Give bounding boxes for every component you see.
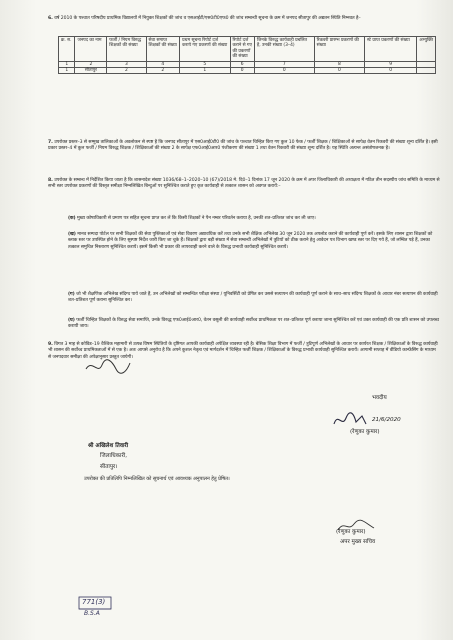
paragraph-number: 8. — [48, 178, 53, 183]
recipient-place: सीतापुर। — [100, 464, 118, 470]
office-stamp — [78, 596, 112, 620]
list-item-text: मानव सम्पदा पोर्टल पर सभी शिक्षकों की सेवा पुस्तिकाओं एवं सेवा विवरण अद्यावधिक करें तथा उनके सभी शैक्षिक अभिलेख 30 जून 2020 तक अपलोड कराने की कार्यवाही पूर्ण करें। इसके लिए शासन द्वारा शिक्षकों को ब्लाक स्तर पर उपस्थित होने के लिए सुस्पष्ट निर्देश जारी किए जा चुके हैं। शिक्षकों द्वारा बड़ी संख्या में सेवा सम्बन्धी अभिलेखों में त्रुटियों को ठीक कराने हेतु आवेदन पत्र विभाग खण्ड स्तर पर दिए गये हैं, जो लम्बित पड़े हैं, उनका तत्काल समुचित निस्तारण सुनिश्चित करायें। इसमें किसी भी प्रकार की लापरवाही करने वाले के विरुद्ध प्रभावी कार्यवाही सुनिश्चित करायें। — [68, 232, 433, 250]
table-row — [59, 68, 436, 74]
table-header-cell: सेवा समाप्त शिक्षकों की संख्या — [146, 37, 180, 62]
paragraph-text: उपरोक्त के सम्बन्ध में निर्देशित किया जाता है कि शासनादेश संख्या 1036/68–1–2020–10 (67)/2018 मे. दि0–1 दिनांक 17 जून 2020 के क्रम में अपर जिलाधिकारी की अध्यक्षता में गठित तीन सदस्यीय जांच समिति के माध्यम से सभी स्तर उपरोक्त प्रकरणों की विस्तृत समीक्षा निम्नलिखित बिन्दुओं पर सुनिश्चित कराते हुए कृत कार्यवाही से तत्काल शासन को अवगत करायें:– — [48, 178, 440, 190]
table-header-cell: अभ्युक्ति — [417, 37, 436, 62]
handwritten-initials — [84, 355, 132, 382]
paragraph-number: 6. — [48, 16, 53, 21]
table-cell: 0 — [230, 68, 254, 74]
table-cell: 0 — [365, 68, 417, 74]
table-cell: सीतापुर — [75, 68, 107, 74]
table-header-cell: फर्जी / नियम विरुद्ध शिक्षकों की संख्या — [107, 37, 146, 62]
signatory-block-title: अपर मुख्य सचिव — [340, 539, 376, 545]
table-header-cell: जनपद का नाम — [75, 37, 107, 62]
table-header-cell: जिनके विरुद्ध कार्यवाही प्रचलित है, उनकी संख्या (3–4) — [254, 37, 314, 62]
list-item — [68, 292, 440, 305]
table-cell: 7 — [254, 61, 314, 67]
table-cell: 6 — [230, 61, 254, 67]
table-cell: 1 — [180, 68, 230, 74]
list-item-label: (घ) — [68, 318, 75, 323]
list-item-label: (ग) — [68, 292, 75, 297]
recipient-designation: जिलाधिकारी, — [100, 453, 127, 459]
table-cell: 2 — [107, 68, 146, 74]
recipient-name: श्री अखिलेश तिवारी — [88, 443, 129, 449]
list-item-label: (ख) — [68, 232, 76, 237]
list-item-label: (क) — [68, 216, 76, 221]
paragraph-6 — [48, 16, 440, 22]
table-cell: 8 — [314, 61, 364, 67]
signatory-block-name: (रेणुका कुमार) — [336, 529, 366, 535]
table-cell: 5 — [180, 61, 230, 67]
list-item-text: जो भी शैक्षणिक अभिलेख संदिग्ध पाये जाते हैं, उन अभिलेखों को सम्बन्धित परीक्षा संस्था / यूनिवर्सिटी को प्रेषित कर उससे सत्यापन की कार्यवाही पूर्ण कराने के साथ–साथ संदिग्ध शिक्षकों के आधार नंबर सत्यापन की कार्यवाही शत–प्रतिशत पूर्ण कराना सुनिश्चित कर। — [68, 292, 438, 304]
paragraph-7 — [48, 140, 440, 153]
table-cell: 1 — [59, 61, 75, 67]
list-item — [68, 216, 440, 222]
paragraph-text: उपरोक्त प्रस्तर–3 से सम्मुख तालिकाओं के अवलोकन से स्पष्ट है कि जनपद सीतापुर में एस0आई0टी0 की जांच के पश्चात चिन्हित किए गए कुल 10 फेक / फर्जी शिक्षक / शिक्षिकाओं से सापेक्ष वेतन रिकवरी की संख्या शून्य दर्शित है। इसी प्रकार प्रस्तर–4 में कुल फर्जी / नियम विरुद्ध शिक्षक / शिक्षिकाओं की संख्या 2 के सापेक्ष एफ0आई0आर0 पंजीकरण की संख्या 1 तथा वेतन रिकवरी की संख्या शून्य दर्शित है। यह स्थिति अत्यन्त असंतोषजनक है। — [48, 140, 438, 152]
table-header-cell: रिपोर्ट दर्ज कराने से गए की प्रकरणों की संख्या — [230, 37, 254, 62]
status-table — [58, 36, 436, 74]
paragraph-text: विगत 3 माह से कोविड–19 वैश्विक महामारी से उत्पन्न विषम स्थितियों के दृष्टिगत आपकी कार्यवाही अपेक्षित व्यवस्था रही है। बेसिक शिक्षा विभाग में फर्जी / त्रुटिपूर्ण अभिलेखों के आधार पर कार्यरत शिक्षक / शिक्षिकाओं के विरुद्ध कार्यवाही भी शासन की सर्वोच्च प्राथमिकताओं में से एक है। अतः आपसे अनुरोध है कि अपने कुशल नेतृत्व एवं मार्गदर्शन में चिन्हित फर्जी शिक्षक / शिक्षिकाओं के विरुद्ध प्रभावी कार्यवाही सुनिश्चित करायें। आगामी सप्ताह में वीडियो कान्फ्रेंसिंग के माध्यम से जनपदवार समीक्षा की अपेक्षानुसार प्रस्तुत जायेगी। — [48, 342, 438, 360]
table-header-cell: प्रथम सूचना रिपोर्ट दर्ज कराये गए प्रकरणों की संख्या — [180, 37, 230, 62]
signature-date: 21/6/2020 — [372, 417, 401, 423]
table-cell: 4 — [146, 61, 180, 67]
table-header-cell: क्र. स. — [59, 37, 75, 62]
list-item-text: मुख्य कोषाधिकारी से प्रमाण पत्र सहित सूचना प्राप्त कर लें कि किसी शिक्षकों ने पैन नम्बर परिवर्तन कराया है, उनकी शत–प्रतिशत जांच कर ली जाए। — [77, 216, 316, 221]
paragraph-number: 9. — [48, 342, 53, 347]
paragraph-text: वर्ष 2010 के पश्चात परिषदीय प्राथमिक विद्यालयों में नियुक्त शिक्षकों की जांच व एसआईटी/एस0टी0एफ0 की जांच सम्बन्धी सूचना के क्रम में जनपद सीतापुर की अद्यतन स्थिति निम्नवत है– — [54, 16, 361, 21]
table-cell: 2 — [75, 61, 107, 67]
signatory-name: (रेणुका कुमार) — [350, 429, 380, 435]
table-cell — [417, 68, 436, 74]
list-item — [68, 318, 440, 331]
signature-scribble — [332, 410, 372, 430]
paragraph-8 — [48, 178, 440, 191]
stamp-office: B.S.A — [84, 610, 100, 617]
stamp-number: 771(3) — [82, 598, 106, 606]
table-header-cell: रिकवरी प्रारम्भ प्रकरणों की संख्या — [314, 37, 364, 62]
sign-off: भवदीय — [372, 395, 387, 401]
table-cell: 0 — [254, 68, 314, 74]
table-cell: 0 — [314, 68, 364, 74]
copy-note: उपरोक्त की प्रतिलिपि निम्नलिखित को सूचनार्थ एवं आवश्यक अनुपालन हेतु प्रेषित। — [84, 476, 230, 482]
paragraph-number: 7. — [48, 140, 53, 145]
table-cell: 1 — [59, 68, 75, 74]
list-item-text: फर्जी चिन्हित शिक्षकों के विरुद्ध सेवा समाप्ति, उनके विरुद्ध एफ0आई0आर0, वेतन वसूली की कार्यवाही सर्वोच्च प्राथमिकता पर शत–प्रतिशत पूर्ण कराया जाना सुनिश्चित करें एवं उक्त कार्यवाही की एक प्रति शासन को उपलब्ध करायी जाय। — [68, 318, 439, 330]
table-header-cell: स्टे प्राप्त प्रकरणों की संख्या — [365, 37, 417, 62]
table-cell: 3 — [107, 61, 146, 67]
table-header-row — [59, 37, 436, 62]
list-item — [68, 232, 440, 251]
table-cell: 2 — [146, 68, 180, 74]
table-cell: 9 — [365, 61, 417, 67]
